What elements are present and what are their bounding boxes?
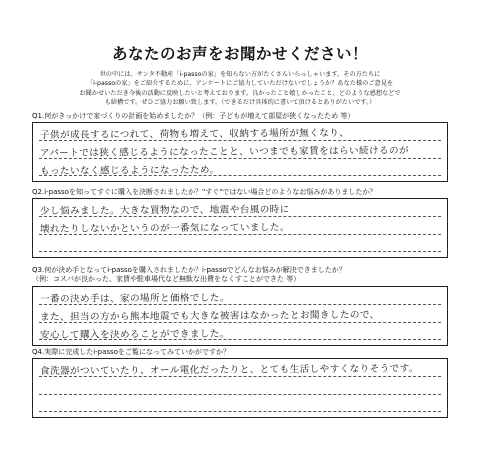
question-1-label: Q1.何がきっかけで家づくりの計画を始めましたか？（例：子どもが増えて部屋が狭くなったため 等） [32, 112, 355, 120]
answer-3-line-3: 安心して購入を決めることができました。 [39, 328, 230, 341]
answer-3-line-2: また、担当の方から熊本地震でも大きな被害はなかったとお聞きしたので、 [39, 309, 380, 323]
ruled-line [39, 394, 441, 395]
answer-4-line-1: 食洗器がついていたり、オール電化だったりと、とても生活しやすくなりそうです。 [39, 363, 419, 377]
page-title: あなたのお声をお聞かせください！ [111, 45, 368, 63]
answer-3-line-1: 一番の決め手は、家の場所と価格でした。 [39, 292, 230, 305]
intro-line: も結構です。ぜひご協力お願い致します。（できるだけ具体的に書いて頂けるとありがたいです。） [104, 99, 376, 107]
intro-text [52, 70, 428, 108]
intro-line: 「i-passoの家」をご紹介するために、アンケートにご協力していただけないでしょうか？あなた様のご意見を [86, 80, 394, 88]
answer-1-line-2: アパートでは狭く感じるようになったことと、いつまでも家賃をはらい続けるのが [39, 145, 410, 159]
ruled-line [39, 251, 441, 252]
ruled-line [39, 411, 441, 412]
answer-2-line-1: 少し悩みました。大きな買物なので、地震や台風の時に [39, 204, 290, 217]
question-3-main: Q3.何が決め手となってi-passoを購入されましたか？i-passoでどんなお悩みが解決できましたか？ [32, 266, 346, 274]
intro-line: お聞かせいただき今後の活動に反映したいと考えております。良かったこと嬉しかったこと、どのような感想などで [79, 89, 401, 97]
question-4-label: Q4.実際に完成したi-passoをご覧になってみていかがですか？ [32, 348, 230, 356]
answer-2-line-2: 壊れたりしないかというのが一番気になっていました。 [39, 222, 290, 235]
answer-1-line-3: もったいなく感じるようになったため。 [39, 164, 220, 177]
answer-1-line-1: 子供が成長するにつれて、荷物も増えて、収納する場所が無くなり、 [39, 127, 350, 141]
intro-line: 世の中には、サンタ不動産「i-passoの家」を知らない方がたくさんいらっしゃいます。その方たちに [99, 71, 381, 78]
question-2-label: Q2.i-passoを知ってすぐに購入を決断されましたか？"すぐ"ではない場合どのようなお悩みがありましたか？ [32, 188, 377, 196]
question-3-example: （例：コスパが良かった、家賃や駐車場代など無駄な出費をなくすことができた 等） [32, 275, 301, 283]
question-3-label [32, 266, 452, 284]
